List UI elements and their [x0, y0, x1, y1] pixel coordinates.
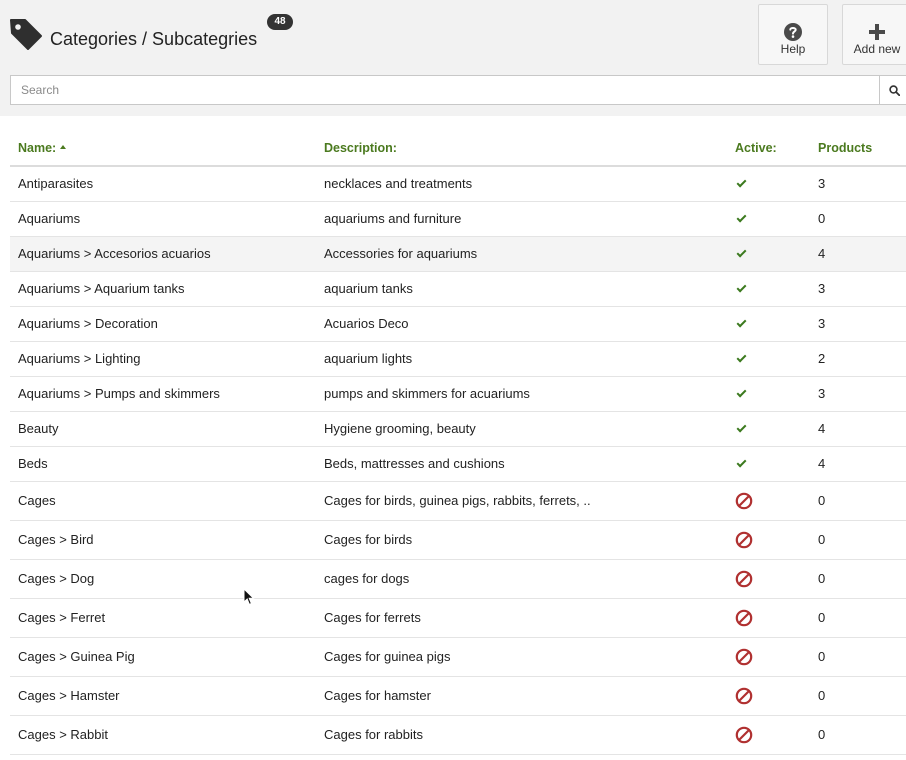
category-description: Beds, mattresses and cushions — [316, 446, 727, 481]
category-description: Acuarios Deco — [316, 306, 727, 341]
active-status[interactable] — [727, 376, 810, 411]
check-icon — [737, 318, 747, 328]
sort-ascending-icon — [60, 145, 66, 149]
check-icon — [737, 423, 747, 433]
search-button[interactable] — [879, 75, 906, 105]
active-status[interactable] — [727, 637, 810, 676]
table-row[interactable] — [10, 715, 906, 754]
check-icon — [737, 178, 747, 188]
table-row[interactable] — [10, 306, 906, 341]
table-row[interactable] — [10, 520, 906, 559]
category-name[interactable]: Cages — [10, 481, 316, 520]
category-name[interactable]: Antiparasites — [10, 166, 316, 201]
category-description: cages for dogs — [316, 559, 727, 598]
table-row[interactable] — [10, 376, 906, 411]
category-name[interactable]: Cages > Dog — [10, 559, 316, 598]
ban-icon — [735, 531, 753, 549]
table-row[interactable] — [10, 271, 906, 306]
category-name[interactable]: Cages > Guinea Pig — [10, 637, 316, 676]
category-name[interactable]: Aquariums — [10, 201, 316, 236]
product-count: 3 — [810, 306, 906, 341]
active-status[interactable] — [727, 676, 810, 715]
count-badge: 48 — [267, 14, 293, 30]
tag-icon — [9, 17, 43, 51]
active-status[interactable] — [727, 236, 810, 271]
product-count: 3 — [810, 271, 906, 306]
category-name[interactable]: Aquariums > Decoration — [10, 306, 316, 341]
category-name[interactable]: Aquariums > Aquarium tanks — [10, 271, 316, 306]
table-row[interactable] — [10, 166, 906, 201]
category-description: Accessories for aquariums — [316, 236, 727, 271]
category-description: aquarium lights — [316, 341, 727, 376]
category-name[interactable]: Cages > Hamster — [10, 676, 316, 715]
active-status[interactable] — [727, 271, 810, 306]
active-status[interactable] — [727, 715, 810, 754]
category-description: pumps and skimmers for acuariums — [316, 376, 727, 411]
table-row[interactable] — [10, 676, 906, 715]
column-header-products[interactable] — [810, 130, 906, 166]
category-name[interactable]: Beauty — [10, 411, 316, 446]
product-count: 4 — [810, 446, 906, 481]
product-count: 3 — [810, 376, 906, 411]
category-name[interactable]: Cages > Bird — [10, 520, 316, 559]
active-status[interactable] — [727, 306, 810, 341]
product-count: 0 — [810, 520, 906, 559]
search-input[interactable] — [10, 75, 880, 105]
plus-icon — [867, 22, 887, 42]
table-row[interactable] — [10, 236, 906, 271]
table-body — [10, 166, 906, 754]
category-description: Hygiene grooming, beauty — [316, 411, 727, 446]
column-header-active-label: Active: — [735, 140, 777, 155]
category-description: Cages for birds, guinea pigs, rabbits, ferrets, .. — [316, 481, 727, 520]
page-title: Categories / Subcategries — [50, 29, 258, 49]
question-circle-icon — [783, 22, 803, 42]
product-count: 4 — [810, 236, 906, 271]
check-icon — [737, 353, 747, 363]
category-description: Cages for ferrets — [316, 598, 727, 637]
help-button[interactable] — [758, 4, 828, 65]
ban-icon — [735, 609, 753, 627]
table-row[interactable] — [10, 481, 906, 520]
category-name[interactable]: Aquariums > Accesorios acuarios — [10, 236, 316, 271]
table-row[interactable] — [10, 637, 906, 676]
category-description: Cages for guinea pigs — [316, 637, 727, 676]
search-bar — [10, 75, 906, 105]
categories-table — [10, 130, 906, 755]
active-status[interactable] — [727, 520, 810, 559]
product-count: 0 — [810, 201, 906, 236]
active-status[interactable] — [727, 481, 810, 520]
product-count: 3 — [810, 166, 906, 201]
table-row[interactable] — [10, 598, 906, 637]
table-row[interactable] — [10, 201, 906, 236]
column-header-products-label: Products — [818, 140, 873, 155]
category-description: necklaces and treatments — [316, 166, 727, 201]
active-status[interactable] — [727, 166, 810, 201]
product-count: 0 — [810, 598, 906, 637]
table-row[interactable] — [10, 411, 906, 446]
table-row[interactable] — [10, 559, 906, 598]
category-name[interactable]: Aquariums > Pumps and skimmers — [10, 376, 316, 411]
product-count: 2 — [810, 341, 906, 376]
active-status[interactable] — [727, 559, 810, 598]
column-header-description[interactable] — [316, 130, 727, 166]
table-header-row — [10, 130, 906, 166]
active-status[interactable] — [727, 341, 810, 376]
ban-icon — [735, 570, 753, 588]
active-status[interactable] — [727, 446, 810, 481]
ban-icon — [735, 492, 753, 510]
column-header-name-label: Name: — [18, 140, 57, 155]
column-header-description-label: Description: — [324, 140, 397, 155]
category-description: Cages for rabbits — [316, 715, 727, 754]
product-count: 0 — [810, 559, 906, 598]
category-description: aquarium tanks — [316, 271, 727, 306]
product-count: 4 — [810, 411, 906, 446]
category-description: Cages for birds — [316, 520, 727, 559]
active-status[interactable] — [727, 598, 810, 637]
category-name[interactable]: Cages > Ferret — [10, 598, 316, 637]
page-header — [0, 0, 906, 116]
search-icon — [889, 85, 900, 96]
ban-icon — [735, 648, 753, 666]
category-description: Cages for hamster — [316, 676, 727, 715]
column-header-name[interactable] — [10, 130, 316, 166]
check-icon — [737, 283, 747, 293]
ban-icon — [735, 687, 753, 705]
column-header-active[interactable] — [727, 130, 810, 166]
product-count: 0 — [810, 676, 906, 715]
active-status[interactable] — [727, 411, 810, 446]
ban-icon — [735, 726, 753, 744]
category-name[interactable]: Aquariums > Lighting — [10, 341, 316, 376]
check-icon — [737, 388, 747, 398]
product-count: 0 — [810, 637, 906, 676]
table-row[interactable] — [10, 341, 906, 376]
help-button-label: Help — [780, 42, 806, 56]
product-count: 0 — [810, 715, 906, 754]
add-new-button-label: Add new — [853, 42, 901, 56]
add-new-button[interactable] — [842, 4, 906, 65]
check-icon — [737, 213, 747, 223]
category-name[interactable]: Beds — [10, 446, 316, 481]
product-count: 0 — [810, 481, 906, 520]
category-name[interactable]: Cages > Rabbit — [10, 715, 316, 754]
check-icon — [737, 458, 747, 468]
table-row[interactable] — [10, 446, 906, 481]
check-icon — [737, 248, 747, 258]
category-description: aquariums and furniture — [316, 201, 727, 236]
active-status[interactable] — [727, 201, 810, 236]
